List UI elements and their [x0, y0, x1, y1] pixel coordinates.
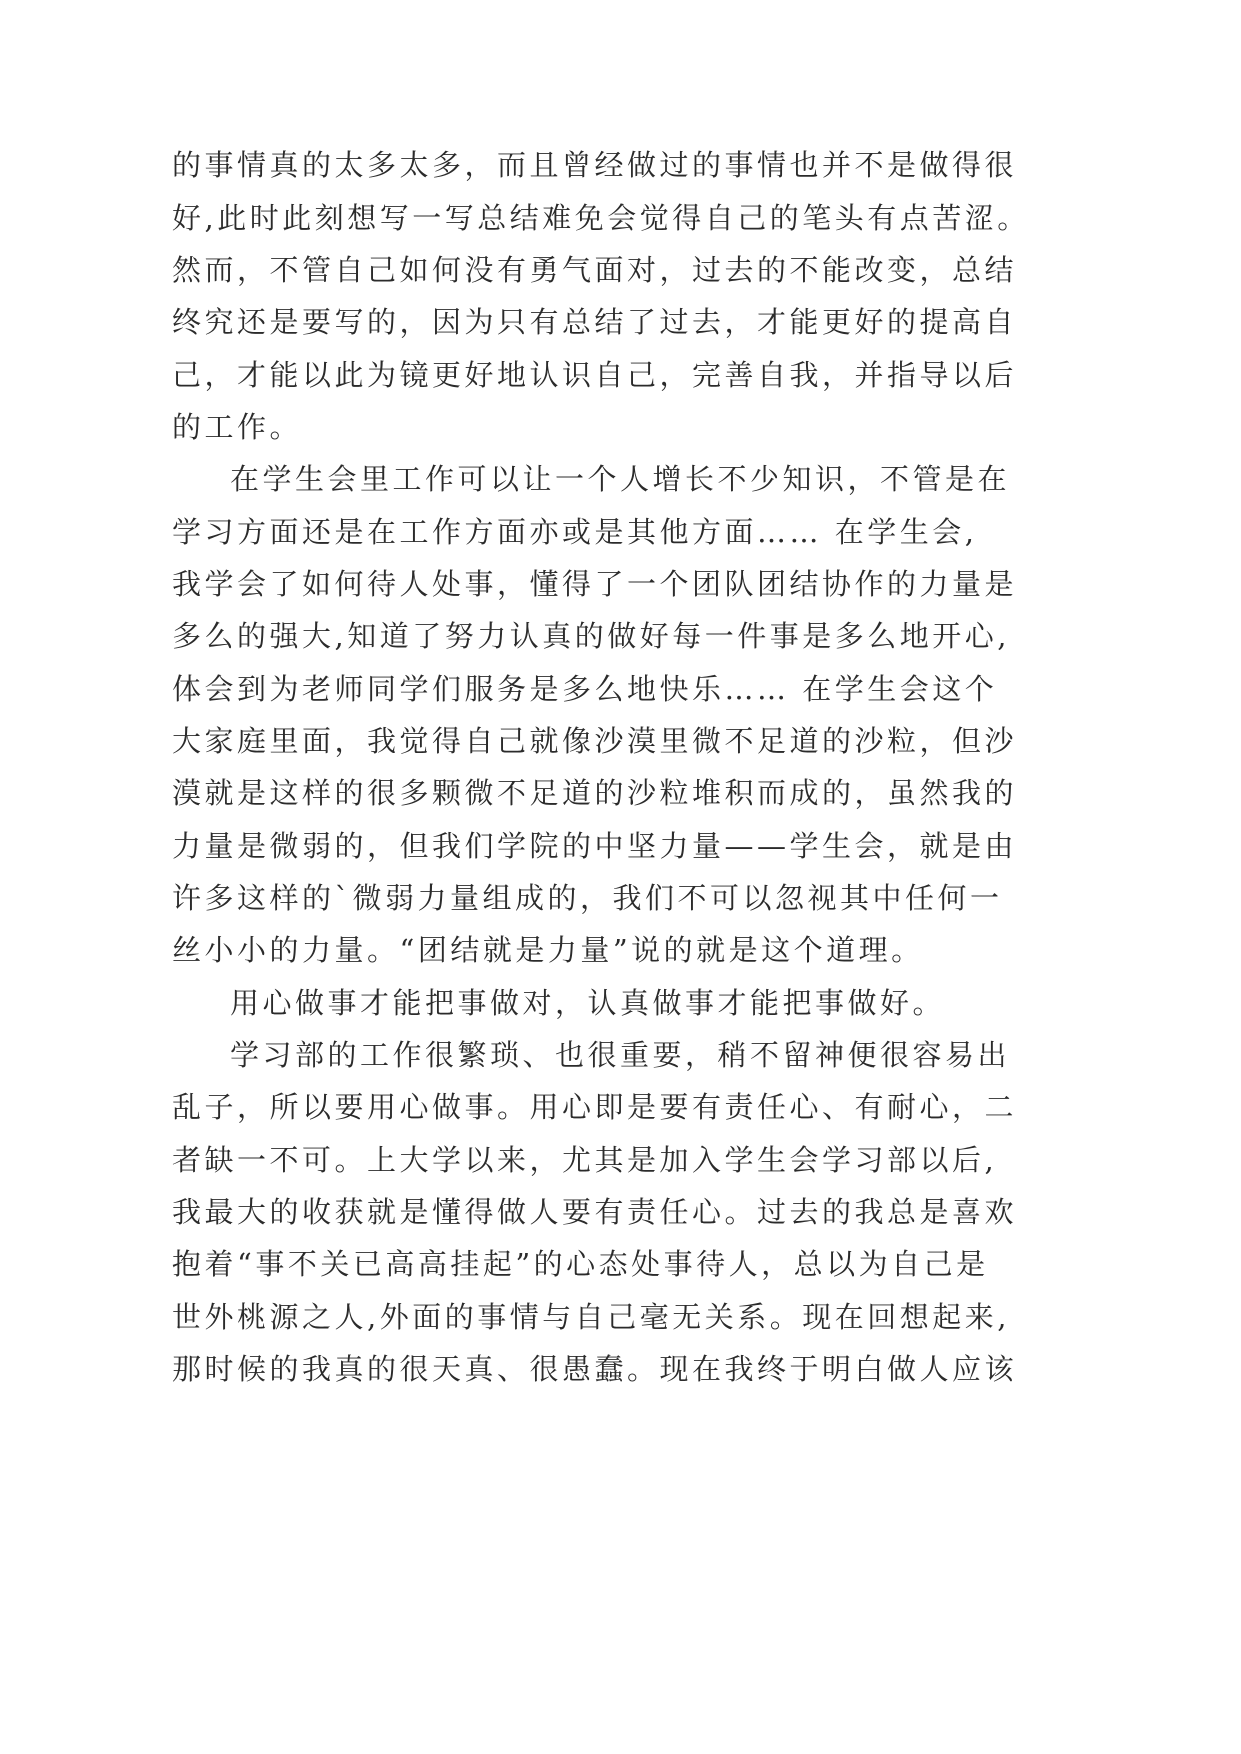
- text-line: 抱着“事不关已高高挂起”的心态处事待人，总以为自己是: [172, 1247, 989, 1281]
- text-line: 好,此时此刻想写一写总结难免会觉得自己的笔头有点苦涩。: [172, 201, 1030, 235]
- text-line: 漠就是这样的很多颗微不足道的沙粒堆积而成的，虽然我的: [172, 776, 1018, 810]
- text-line: 在学生会里工作可以让一个人增长不少知识，不管是在: [230, 462, 1011, 496]
- text-line: 丝小小的力量。“团结就是力量”说的就是这个道理。: [172, 933, 924, 967]
- text-line: 的工作。: [172, 410, 303, 444]
- text-line: 学习方面还是在工作方面亦或是其他方面…… 在学生会,: [172, 515, 978, 549]
- text-line: 我学会了如何待人处事，懂得了一个团队团结协作的力量是: [172, 567, 1018, 601]
- text-line: 学习部的工作很繁琐、也很重要，稍不留神便很容易出: [230, 1038, 1011, 1072]
- text-line: 许多这样的`微弱力量组成的，我们不可以忽视其中任何一: [172, 881, 1003, 915]
- text-line: 乱子，所以要用心做事。用心即是要有责任心、有耐心，二: [172, 1090, 1018, 1124]
- text-line: 用心做事才能把事做对，认真做事才能把事做好。: [230, 986, 946, 1020]
- text-line: 的事情真的太多太多，而且曾经做过的事情也并不是做得很: [172, 148, 1018, 182]
- text-line: 力量是微弱的，但我们学院的中坚力量——学生会，就是由: [172, 829, 1018, 863]
- text-line: 世外桃源之人,外面的事情与自己毫无关系。现在回想起来,: [172, 1300, 1010, 1334]
- text-line: 者缺一不可。上大学以来，尤其是加入学生会学习部以后,: [172, 1143, 998, 1177]
- text-line: 大家庭里面，我觉得自己就像沙漠里微不足道的沙粒，但沙: [172, 724, 1018, 758]
- text-line: 多么的强大,知道了努力认真的做好每一件事是多么地开心,: [172, 619, 1010, 653]
- text-line: 然而，不管自己如何没有勇气面对，过去的不能改变，总结: [172, 253, 1018, 287]
- text-line: 体会到为老师同学们服务是多么地快乐…… 在学生会这个: [172, 672, 998, 706]
- text-line: 我最大的收获就是懂得做人要有责任心。过去的我总是喜欢: [172, 1195, 1018, 1229]
- text-line: 终究还是要写的，因为只有总结了过去，才能更好的提高自: [172, 305, 1018, 339]
- text-line: 己，才能以此为镜更好地认识自己，完善自我，并指导以后: [172, 358, 1018, 392]
- text-line: 那时候的我真的很天真、很愚蠢。现在我终于明白做人应该: [172, 1352, 1018, 1386]
